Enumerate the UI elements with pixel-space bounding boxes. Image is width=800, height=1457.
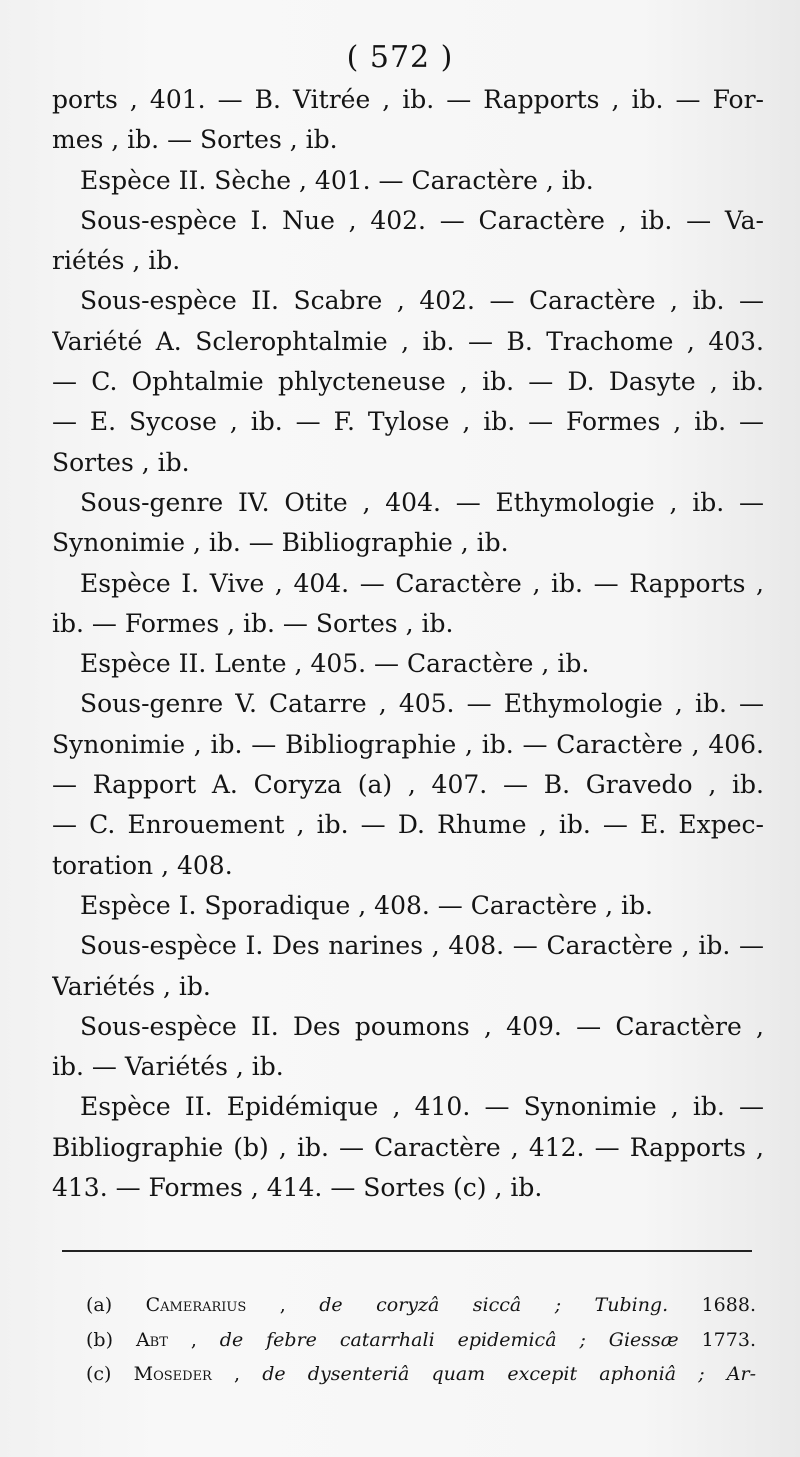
page-number: ( 572 ) — [346, 40, 454, 75]
text-line: Sortes , ib. — [52, 447, 190, 477]
footnote-rule — [62, 1250, 752, 1252]
text-line: Bibliographie (b) , ib. — Caractère , 412. — Rapports , — [52, 1132, 764, 1162]
text-line: Variété A. Sclerophtalmie , ib. — B. Trachome , 403. — [52, 326, 764, 356]
text-line: Sous-espèce II. Scabre , 402. — Caractère , ib. — — [80, 286, 764, 316]
text-line: — Rapport A. Coryza (a) , 407. — B. Gravedo , ib. — [52, 770, 764, 800]
footnotes — [86, 1288, 756, 1392]
text-line: Variétés , ib. — [52, 971, 211, 1001]
footnote: (c) Moseder , de dysenteriâ quam excepit aphoniâ ; Ar- — [86, 1363, 756, 1385]
text-line: — C. Enrouement , ib. — D. Rhume , ib. — E. Expec- — [52, 810, 764, 840]
footnote-year: 1773. — [701, 1328, 756, 1351]
text-line: ports , 401. — B. Vitrée , ib. — Rapports , ib. — For- — [52, 85, 764, 114]
footnote-author: Camerarius — [145, 1294, 247, 1316]
footnote-mark: (b) — [86, 1328, 113, 1351]
text-line: mes , ib. — Sortes , ib. — [52, 125, 338, 155]
footnote-mark: (a) — [86, 1294, 113, 1316]
footnote-title: de febre catarrhali epidemicâ ; Giessæ — [219, 1328, 679, 1351]
text-line: 413. — Formes , 414. — Sortes (c) , ib. — [52, 1173, 543, 1203]
text-line: riétés , ib. — [52, 246, 181, 276]
text-line: — E. Sycose , ib. — F. Tylose , ib. — Formes , ib. — — [52, 407, 764, 437]
footnote-year: 1688. — [701, 1294, 756, 1316]
text-line: Sous-espèce I. Des narines , 408. — Caractère , ib. — — [80, 931, 764, 961]
text-line: Sous-espèce I. Nue , 402. — Caractère , ib. — Va- — [80, 205, 764, 235]
text-line: Sous-espèce II. Des poumons , 409. — Caractère , — [80, 1011, 764, 1041]
footnote-mark: (c) — [86, 1363, 112, 1385]
text-line: toration , 408. — [52, 850, 233, 880]
footnote-title: de dysenteriâ quam excepit aphoniâ ; Ar- — [262, 1363, 756, 1385]
index-text — [52, 80, 764, 1208]
text-line: Espèce I. Sporadique , 408. — Caractère , ib. — [80, 890, 653, 920]
text-line: Espèce II. Lente , 405. — Caractère , ib. — [80, 649, 590, 679]
text-line: Sous-genre V. Catarre , 405. — Ethymologie , ib. — — [80, 689, 764, 719]
footnote: (b) Abt , de febre catarrhali epidemicâ ; Giessæ 1773. — [86, 1328, 756, 1351]
text-line: ib. — Variétés , ib. — [52, 1052, 284, 1082]
footnote-author: Abt — [135, 1328, 168, 1351]
text-line: Synonimie , ib. — Bibliographie , ib. — [52, 528, 509, 558]
text-line: Synonimie , ib. — Bibliographie , ib. — Caractère , 406. — [52, 729, 764, 759]
footnote: (a) Camerarius , de coryzâ siccâ ; Tubing. 1688. — [86, 1294, 756, 1316]
text-line: Sous-genre IV. Otite , 404. — Ethymologie , ib. — — [80, 487, 764, 517]
text-line: Espèce I. Vive , 404. — Caractère , ib. — Rapports , — [80, 568, 764, 598]
text-line: ib. — Formes , ib. — Sortes , ib. — [52, 608, 454, 638]
footnote-author: Moseder — [133, 1363, 212, 1385]
text-line: — C. Ophtalmie phlycteneuse , ib. — D. Dasyte , ib. — [52, 367, 764, 397]
text-line: Espèce II. Sèche , 401. — Caractère , ib. — [80, 165, 594, 195]
footnote-title: de coryzâ siccâ ; Tubing. — [319, 1294, 669, 1316]
text-line: Espèce II. Epidémique , 410. — Synonimie , ib. — — [80, 1092, 764, 1122]
